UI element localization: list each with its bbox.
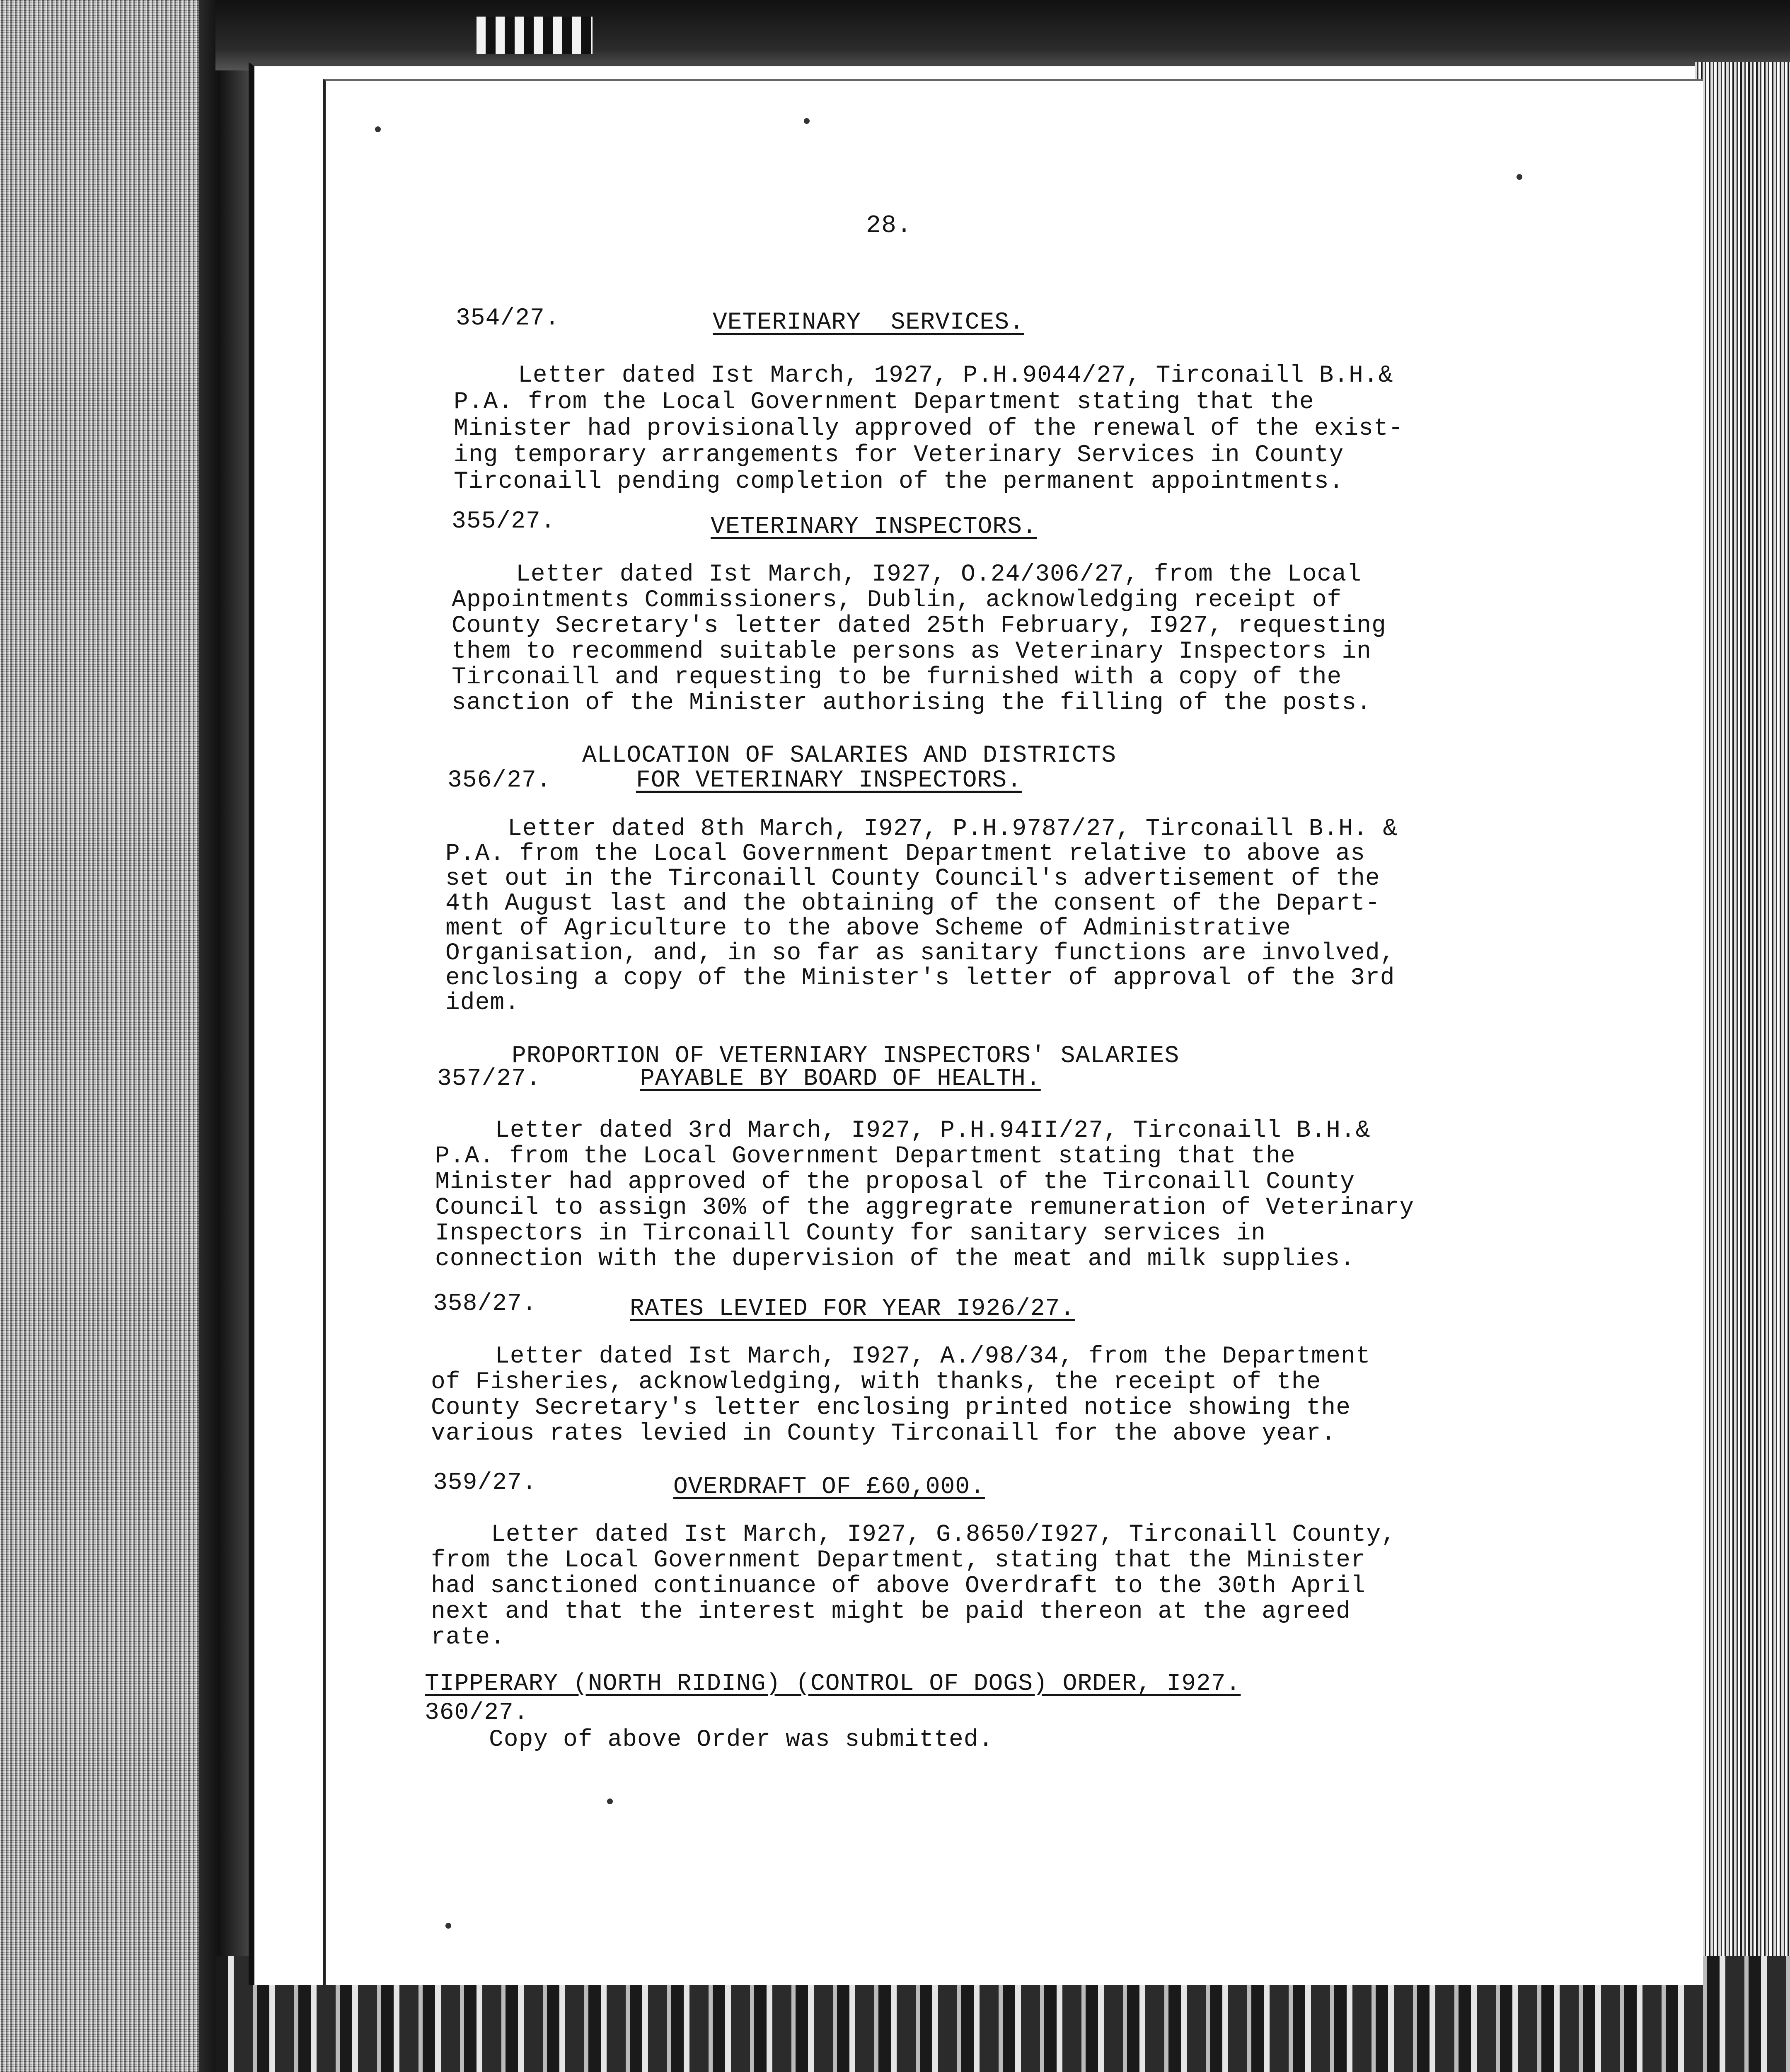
scan-top-band (215, 0, 1790, 70)
section-body-line: Letter dated Ist March, I927, A./98/34, from the Department (495, 1343, 1371, 1370)
section-body-line: Appointments Commissioners, Dublin, acknowledging receipt of (452, 587, 1342, 614)
section-heading: TIPPERARY (NORTH RIDING) (CONTROL OF DOGS) ORDER, I927. (425, 1670, 1241, 1697)
section-body-line: County Secretary's letter dated 25th February, I927, requesting (452, 612, 1386, 639)
section-body-line: enclosing a copy of the Minister's letter of approval of the 3rd (445, 965, 1395, 992)
section-body-line: Tirconaill pending completion of the permanent appointments. (454, 468, 1344, 495)
scan-speck (1517, 174, 1522, 180)
section-number: 358/27. (433, 1290, 537, 1317)
section-heading: VETERINARY SERVICES. (713, 309, 1024, 336)
section-body-line: Letter dated Ist March, I927, G.8650/I927, Tirconaill County, (491, 1521, 1396, 1548)
section-body-line: County Secretary's letter enclosing printed notice showing the (431, 1394, 1351, 1421)
section-body-line: 4th August last and the obtaining of the consent of the Depart- (445, 890, 1380, 917)
section-number: 354/27. (456, 305, 560, 332)
section-heading: FOR VETERINARY INSPECTORS. (636, 767, 1022, 794)
scan-speck (804, 118, 810, 124)
page-number: 28. (866, 212, 912, 240)
section-body-line: various rates levied in County Tirconaill for the above year. (431, 1420, 1336, 1447)
section-heading: ALLOCATION OF SALARIES AND DISTRICTS (582, 742, 1117, 769)
scan-speck (607, 1798, 613, 1804)
section-body-line: Tirconaill and requesting to be furnished with a copy of the (452, 664, 1342, 691)
section-body-line: set out in the Tirconaill County Council's advertisement of the (445, 865, 1380, 892)
section-number: 359/27. (433, 1469, 537, 1496)
section-number: 356/27. (448, 767, 552, 794)
section-heading: OVERDRAFT OF £60,000. (673, 1474, 985, 1501)
section-heading: VETERINARY INSPECTORS. (711, 513, 1037, 540)
section-body-line: rate. (431, 1624, 506, 1651)
section-body-line: P.A. from the Local Government Department relative to above as (445, 840, 1365, 867)
section-body-line: ment of Agriculture to the above Scheme of Administrative (445, 915, 1291, 942)
section-heading: RATES LEVIED FOR YEAR I926/27. (630, 1295, 1075, 1322)
section-body-line: had sanctioned continuance of above Overdraft to the 30th April (431, 1573, 1366, 1600)
section-body-line: next and that the interest might be paid thereon at the agreed (431, 1598, 1351, 1625)
section-number: 360/27. (425, 1699, 529, 1726)
section-body-line: Letter dated Ist March, I927, O.24/306/27, from the Local (516, 561, 1362, 588)
section-body-line: them to recommend suitable persons as Veterinary Inspectors in (452, 638, 1372, 665)
section-number: 357/27. (437, 1065, 541, 1092)
scan-page-edges (1691, 62, 1790, 2072)
section-body-line: P.A. from the Local Government Department stating that the (454, 389, 1314, 416)
scan-speck (445, 1923, 451, 1929)
section-body-line: idem. (445, 990, 520, 1017)
section-body-line: P.A. from the Local Government Department stating that the (435, 1143, 1296, 1170)
section-body-line: ing temporary arrangements for Veterinary Services in County (454, 442, 1344, 469)
section-body-line: Letter dated 8th March, I927, P.H.9787/27, Tirconaill B.H. & (508, 816, 1398, 842)
section-body-line: sanction of the Minister authorising the filling of the posts. (452, 690, 1372, 716)
section-body-line: of Fisheries, acknowledging, with thanks, the receipt of the (431, 1369, 1321, 1396)
section-heading: PROPORTION OF VETERNIARY INSPECTORS' SALARIES (512, 1043, 1180, 1070)
section-body-line: from the Local Government Department, stating that the Minister (431, 1547, 1366, 1574)
section-body-line: Council to assign 30% of the aggregrate remuneration of Veterinary (435, 1194, 1415, 1221)
section-body-line: Inspectors in Tirconaill County for sanitary services in (435, 1220, 1266, 1247)
section-body-line: Minister had provisionally approved of the renewal of the exist- (454, 415, 1403, 442)
section-body-line: Organisation, and, in so far as sanitary functions are involved, (445, 940, 1395, 967)
section-body-line: Copy of above Order was submitted. (489, 1726, 994, 1753)
section-number: 355/27. (452, 508, 556, 535)
scan-binding-left (0, 0, 215, 2072)
section-body-line: connection with the dupervision of the meat and milk supplies. (435, 1246, 1355, 1273)
scan-binding-shadow (199, 0, 249, 2072)
section-body-line: Minister had approved of the proposal of the Tirconaill County (435, 1169, 1355, 1196)
scan-top-marks (477, 17, 593, 54)
scan-speck (375, 126, 381, 132)
section-body-line: Letter dated 3rd March, I927, P.H.94II/27, Tirconaill B.H.& (495, 1117, 1371, 1144)
section-heading: PAYABLE BY BOARD OF HEALTH. (640, 1065, 1041, 1092)
section-body-line: Letter dated Ist March, 1927, P.H.9044/27, Tirconaill B.H.& (518, 362, 1393, 389)
